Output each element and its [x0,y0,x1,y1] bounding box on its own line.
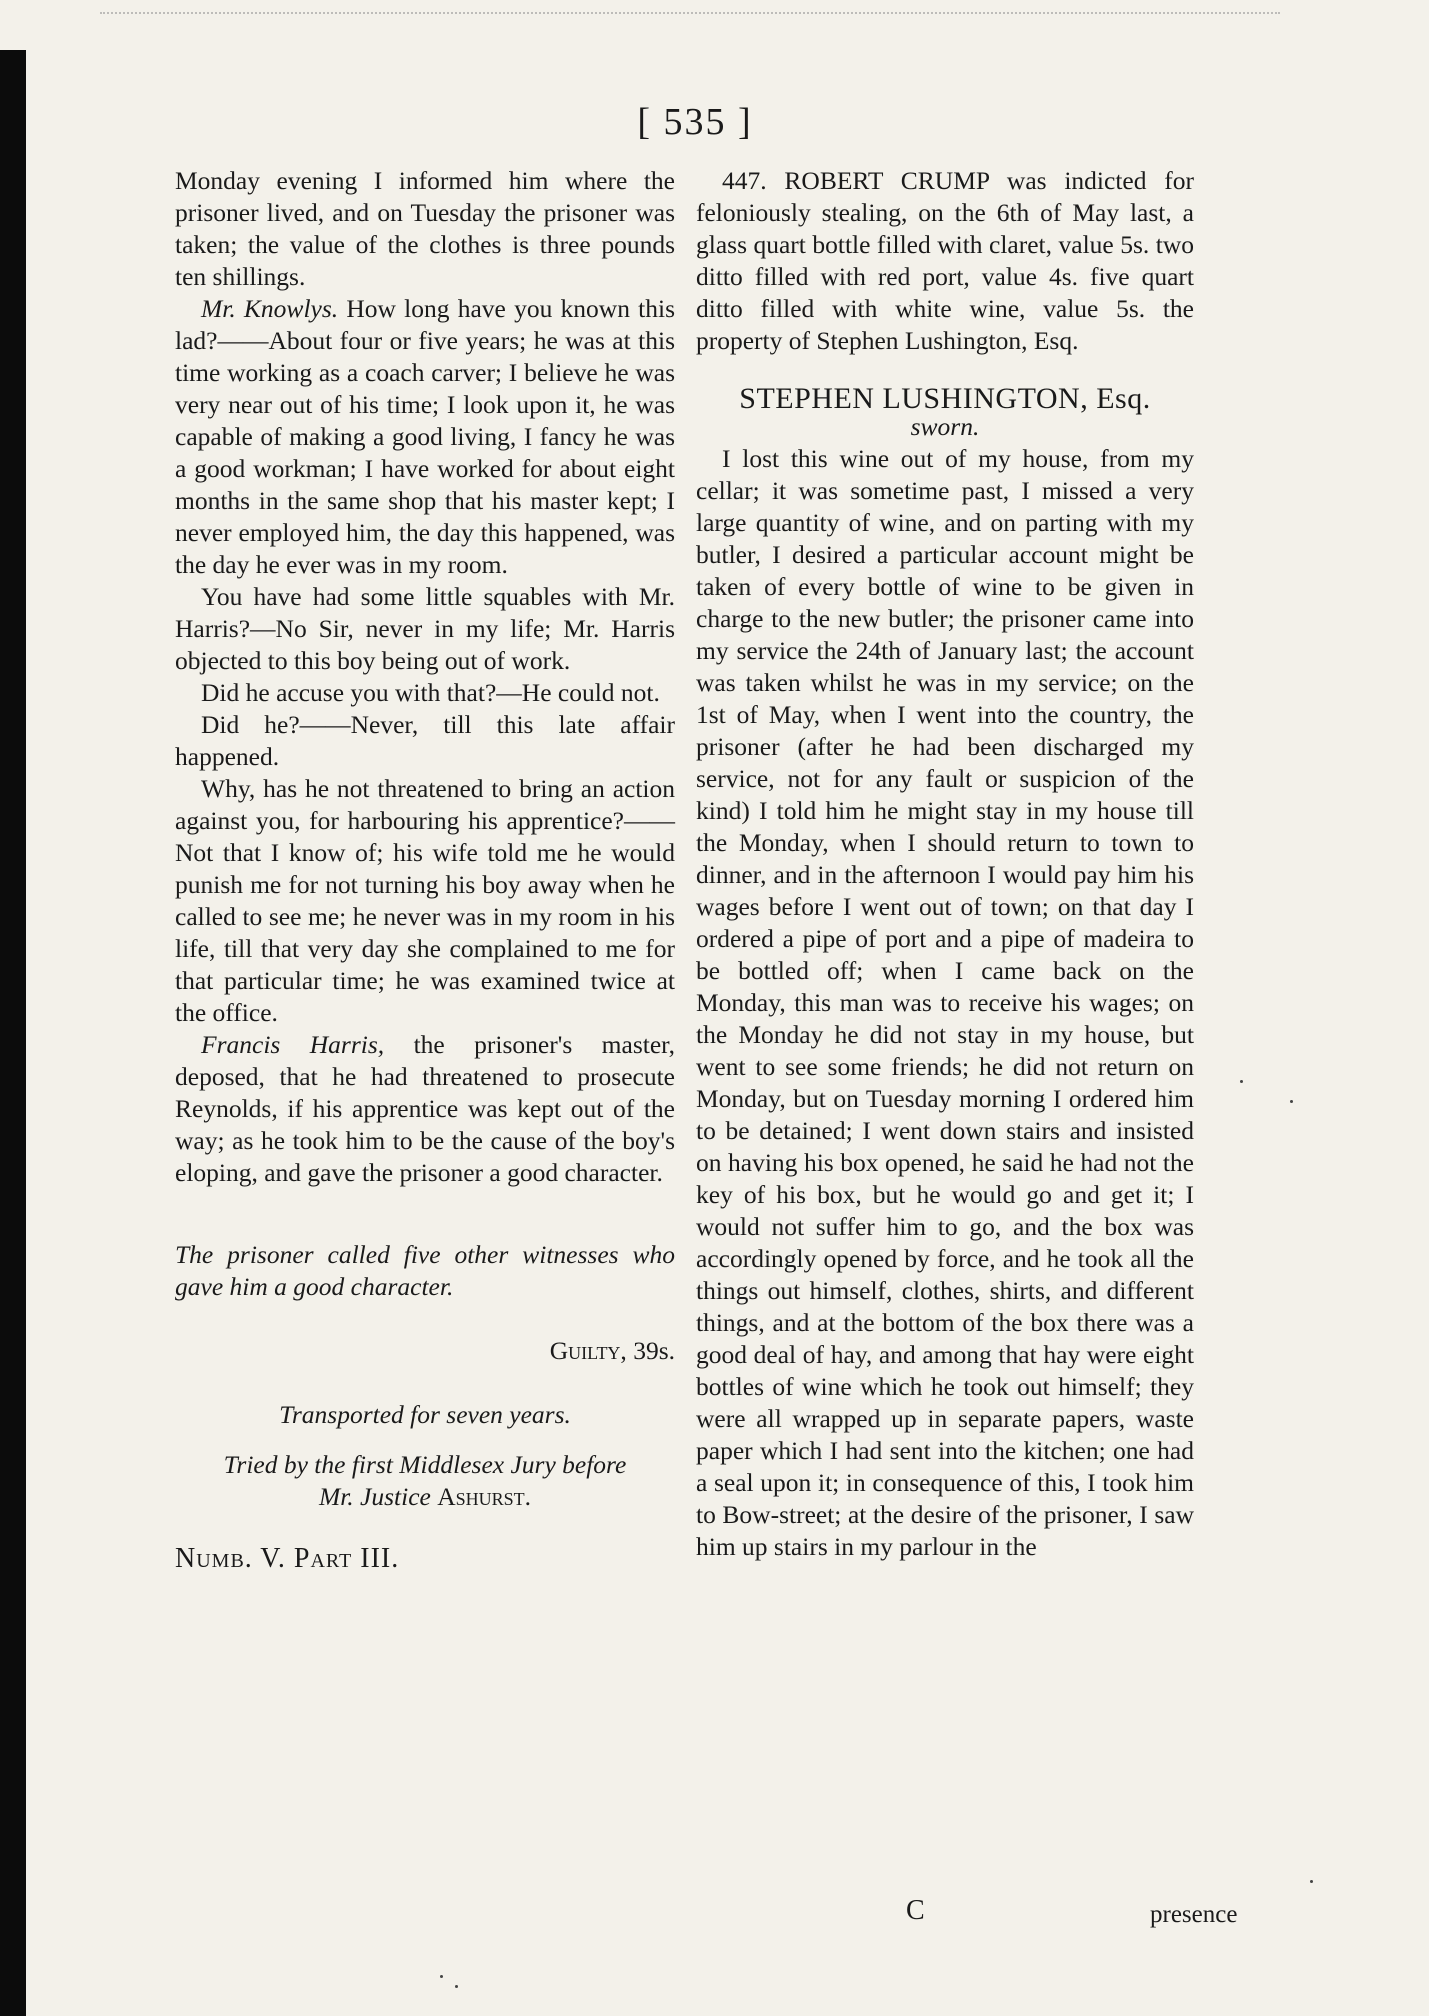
numb-part-label: Numb. V. Part III. [175,1543,400,1574]
left-paragraph-7 [175,1029,675,1189]
speaker-name: Mr. Knowlys. [201,294,339,323]
judge-name: Ashurst. [437,1482,532,1511]
case-intro: 447. ROBERT CRUMP was indicted for feloniously stealing, on the 6th of May last, a glass quart bottle filled with claret, value 5s. two ditto filled with red port, value 4s. five quart ditto filled with white wine, value 5s. the property of Stephen Lushington, Esq. [696,166,1194,355]
deposition-text: the prisoner's master, deposed, that he had threatened to prosecute Reynolds, if his apprentice was kept out of the way; as he took him to be the cause of the boy's eloping, and gave the prisoner a good character. [175,1030,676,1187]
verdict-amount: 39s. [633,1336,675,1365]
judge-title: Mr. Justice [318,1482,431,1511]
catchword: presence [1150,1901,1238,1928]
signature-mark: C [906,1895,925,1926]
sentence: Transported for seven years. [279,1400,571,1429]
witness-testimony: I lost this wine out of my house, from my cellar; it was sometime past, I missed a very large quantity of wine, and on parting with my butler, I desired a particular account might be taken of every bottle of wine to be given in charge to the new butler; the prisoner came into my service the 24th of January last; the account was taken whilst he was in my service; on the 1st of May, when I went into the country, the prisoner (after he had been discharged my service, not for any fault or suspicion of the kind) I told him he might stay in my house till the Monday, when I should return to town to dinner, and in the afternoon I would pay him his wages before I went out of town; on that day I ordered a pipe of port and a pipe of madeira to be bottled off; when I came back on the Monday, this man was to receive his wages; on the Monday he did not stay in my house, but went to see some friends; he did not return on Monday, but on Tuesday morning I ordered him to be detained; I went down stairs and insisted on having his box opened, he said he had not the key of his box, but he would go and get it; I would not suffer him to go, and the box was accordingly opened by force, and he took all the things out himself, clothes, shirts, and different things, and at the bottom of the box there was a good deal of hay, and among that hay were eight bottles of wine which he took out himself; they were all wrapped up in separate papers, waste paper which I had sent into the kitchen; one had a seal upon it; in consequence of this, I took him to Bow-street; at the desire of the prisoner, I saw him up stairs in my parlour in the [696,444,1194,1561]
book-binding-edge [0,50,26,2016]
left-paragraph-2 [175,293,675,581]
left-paragraph-1: Monday evening I informed him where the prisoner lived, and on Tuesday the prisoner was taken; the value of the clothes is three pounds ten shillings. [175,166,675,291]
scan-noise-top [100,12,1280,24]
sworn-label: sworn. [910,412,980,441]
witness-heading: STEPHEN LUSHINGTON, Esq. [739,382,1151,415]
verdict [175,1335,675,1367]
left-column [175,165,675,1575]
left-paragraph-3: You have had some little squables with Mr. Harris?—No Sir, never in my life; Mr. Harris objected to this boy being out of work. [175,582,675,675]
tried-line-2 [175,1481,675,1513]
left-paragraph-5: Did he?——Never, till this late affair happened. [175,710,675,771]
verdict-word: Guilty, [549,1336,627,1365]
tried-line-1: Tried by the first Middlesex Jury before [223,1450,627,1479]
left-paragraph-6: Why, has he not threatened to bring an action against you, for harbouring his apprentice?——Not that I know of; his wife told me he would punish me for not turning his boy away when he called to see me; he never was in my room in his life, till that very day she complained to me for that particular time; he was examined twice at the office. [175,774,675,1027]
left-paragraph-4: Did he accuse you with that?—He could not. [201,678,660,707]
witnesses-note: The prisoner called five other witnesses who gave him a good character. [175,1240,675,1301]
witness-name: Francis Harris, [201,1030,385,1059]
page-number: [ 535 ] [637,101,753,143]
testimony-text: How long have you known this lad?——About four or five years; he was at this time working as a coach carver; I believe he was very near out of his time; I look upon it, he was capable of making a good living, I fancy he was a good workman; I have worked for about eight months in the same shop that his master kept; I never employed him, the day this happened, was the day he ever was in my room. [175,294,676,579]
right-column [696,165,1194,1563]
